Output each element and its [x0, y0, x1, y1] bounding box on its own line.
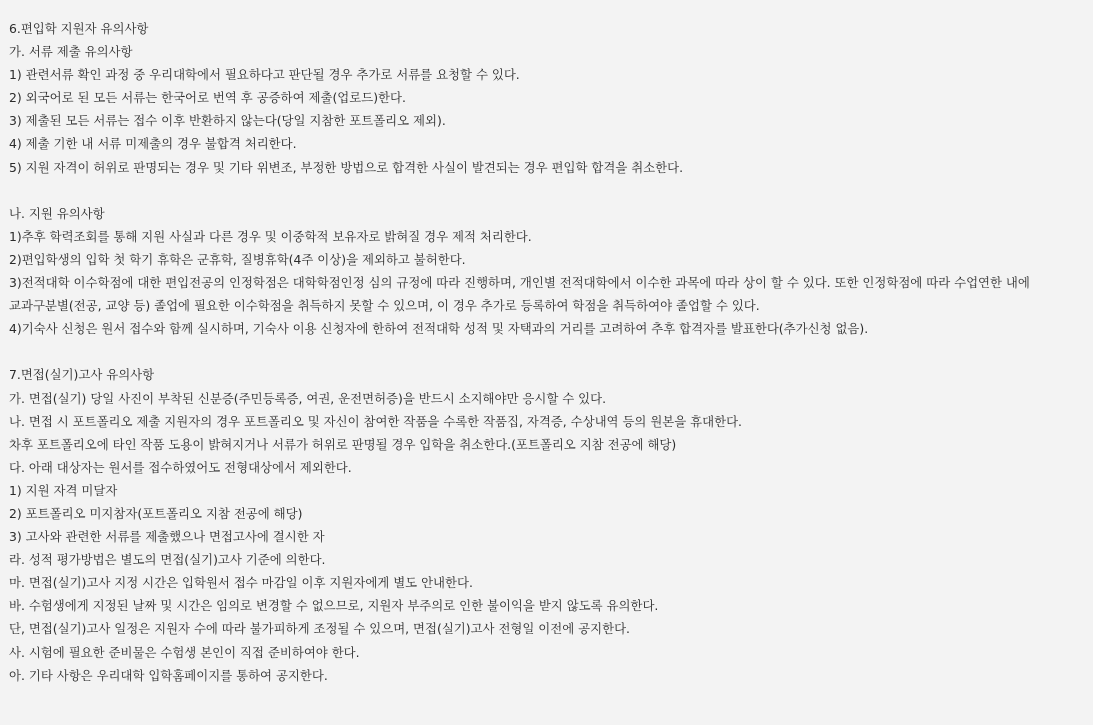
section-6-title: 6.편입학 지원자 유의사항	[9, 21, 149, 36]
section-7-title: 7.면접(실기)고사 유의사항	[9, 367, 155, 383]
section-6b-item: 교과구분별(전공, 교양 등) 졸업에 필요한 이수학점을 취득하지 못할 수 있으며, 이 경우 추가로 등록하여 학점을 취득하여야 졸업할 수 있다.	[9, 298, 760, 314]
section-6a-item: 4) 제출 기한 내 서류 미제출의 경우 불합격 처리한다.	[9, 136, 297, 152]
section-7-item: 마. 면접(실기)고사 지정 시간은 입학원서 접수 마감일 이후 지원자에게 별도 안내한다.	[9, 575, 473, 591]
section-6a-item: 2) 외국어로 된 모든 서류는 한국어로 번역 후 공증하여 제출(업로드)한다.	[9, 90, 406, 106]
section-7-item: 1) 지원 자격 미달자	[9, 482, 118, 498]
section-7-item: 가. 면접(실기) 당일 사진이 부착된 신분증(주민등록증, 여권, 운전면허증)을 반드시 소지해야만 응시할 수 있다.	[9, 390, 607, 406]
section-6b-item: 1)추후 학력조회를 통해 지원 사실과 다른 경우 및 이중학적 보유자로 밝혀질 경우 제적 처리한다.	[9, 228, 532, 244]
section-7-item: 바. 수험생에게 지정된 날짜 및 시간은 임의로 변경할 수 없으므로, 지원자 부주의로 인한 불이익을 받지 않도록 유의한다.	[9, 598, 659, 614]
section-6b-heading: 나. 지원 유의사항	[9, 205, 105, 221]
section-7-item: 아. 기타 사항은 우리대학 입학홈페이지를 통하여 공지한다.	[9, 667, 328, 683]
spacer	[9, 340, 1085, 363]
section-6a-item: 3) 제출된 모든 서류는 접수 이후 반환하지 않는다(당일 지참한 포트폴리오 제외).	[9, 113, 446, 129]
section-6a-item: 5) 지원 자격이 허위로 판명되는 경우 및 기타 위변조, 부정한 방법으로 합격한 사실이 발견되는 경우 편입학 합격을 취소한다.	[9, 159, 684, 175]
section-7-item: 나. 면접 시 포트폴리오 제출 지원자의 경우 포트폴리오 및 자신이 참여한 작품을 수록한 작품집, 자격증, 수상내역 등의 원본을 휴대한다.	[9, 413, 742, 429]
section-6a-heading: 가. 서류 제출 유의사항	[9, 44, 133, 60]
section-7-item: 3) 고사와 관련한 서류를 제출했으나 면접고사에 결시한 자	[9, 529, 325, 545]
section-7-item: 라. 성적 평가방법은 별도의 면접(실기)고사 기준에 의한다.	[9, 552, 326, 568]
spacer	[9, 179, 1085, 202]
section-7-item: 사. 시험에 필요한 준비물은 수험생 본인이 직접 준비하여야 한다.	[9, 644, 360, 660]
section-6a-item: 1) 관련서류 확인 과정 중 우리대학에서 필요하다고 판단될 경우 추가로 서류를 요청할 수 있다.	[9, 67, 520, 83]
section-7-item: 차후 포트폴리오에 타인 작품 도용이 밝혀지거나 서류가 허위로 판명될 경우 입학을 취소한다.(포트폴리오 지참 전공에 해당)	[9, 436, 677, 452]
section-6b-item: 4)기숙사 신청은 원서 접수와 함께 실시하며, 기숙사 이용 신청자에 한하여 전적대학 성적 및 자택과의 거리를 고려하여 추후 합격자를 발표한다(추가신청 없음).	[9, 321, 869, 337]
section-6b-item: 3)전적대학 이수학점에 대한 편입전공의 인정학점은 대학학점인정 심의 규정에 따라 진행하며, 개인별 전적대학에서 이수한 과목에 따라 상이 할 수 있다. 또한 인정학점에 따라 수업연한 내에	[9, 275, 1030, 291]
notice-document	[9, 17, 1085, 687]
section-7-item: 단, 면접(실기)고사 일정은 지원자 수에 따라 불가피하게 조정될 수 있으며, 면접(실기)고사 전형일 이전에 공지한다.	[9, 621, 630, 637]
section-7-item: 다. 아래 대상자는 원서를 접수하였어도 전형대상에서 제외한다.	[9, 459, 352, 475]
section-6b-item: 2)편입학생의 입학 첫 학기 휴학은 군휴학, 질병휴학(4주 이상)을 제외하고 불허한다.	[9, 251, 466, 267]
section-7-item: 2) 포트폴리오 미지참자(포트폴리오 지참 전공에 해당)	[9, 505, 303, 521]
